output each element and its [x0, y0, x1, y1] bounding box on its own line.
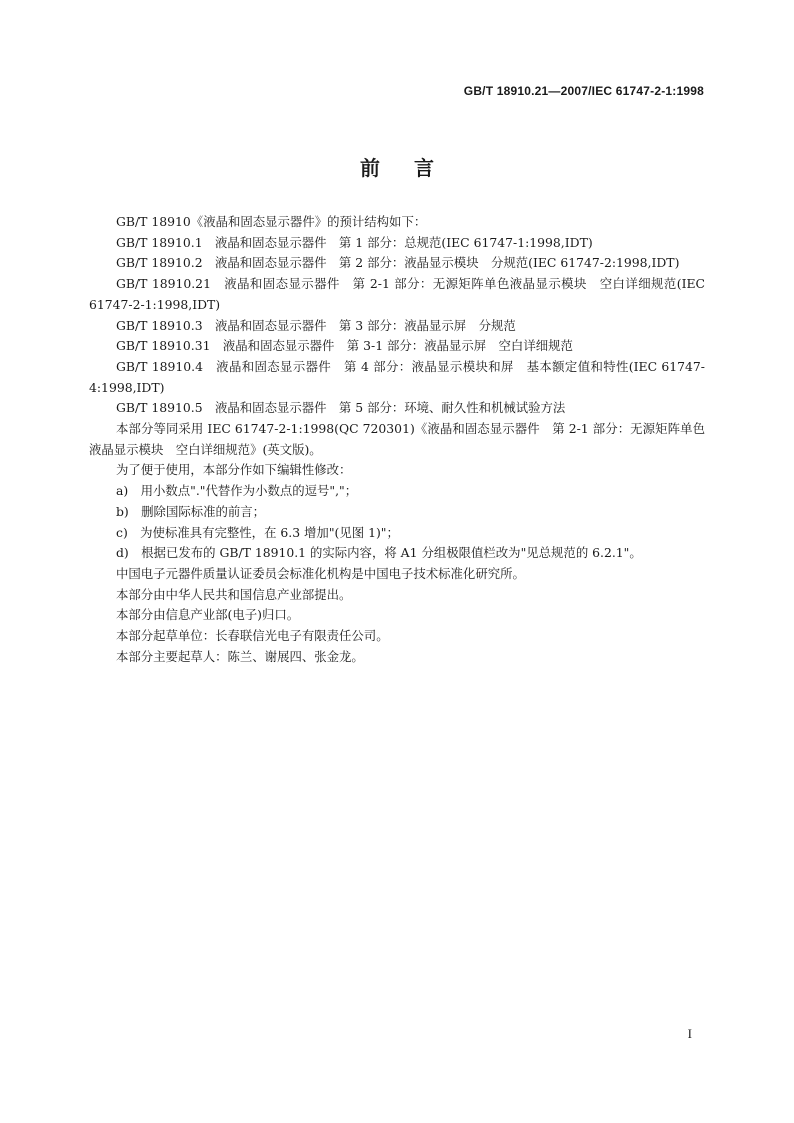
paragraph: GB/T 18910.3 液晶和固态显示器件 第 3 部分：液晶显示屏 分规范 — [116, 317, 516, 333]
paragraph: 本部分起草单位：长春联信光电子有限责任公司。 — [116, 628, 389, 644]
preface-body — [89, 212, 705, 667]
paragraph: 本部分等同采用 IEC 61747-2-1:1998(QC 720301)《液晶和固态显示器件 第 2-1 部分：无源矩阵单色液晶显示模块 空白详细规范》(英文版)。 — [89, 421, 705, 457]
paragraph: GB/T 18910《液晶和固态显示器件》的预计结构如下： — [116, 214, 427, 229]
paragraph: GB/T 18910.1 液晶和固态显示器件 第 1 部分：总规范(IEC 61747-1:1998,IDT) — [116, 234, 593, 250]
page-number: I — [687, 1026, 692, 1041]
list-item: d) 根据已发布的 GB/T 18910.1 的实际内容，将 A1 分组极限值栏改为"见总规范的 6.2.1"。 — [116, 545, 642, 561]
list-item: c) 为使标准具有完整性，在 6.3 增加"(见图 1)"； — [116, 524, 399, 540]
list-item: b) 删除国际标准的前言； — [116, 503, 266, 519]
paragraph: 本部分主要起草人：陈兰、谢展四、张金龙。 — [116, 648, 364, 664]
paragraph: GB/T 18910.2 液晶和固态显示器件 第 2 部分：液晶显示模块 分规范(IEC 61747-2:1998,IDT) — [116, 255, 680, 271]
paragraph: 为了便于使用，本部分作如下编辑性修改： — [116, 462, 352, 478]
paragraph: GB/T 18910.21 液晶和固态显示器件 第 2-1 部分：无源矩阵单色液晶显示模块 空白详细规范(IEC 61747-2-1:1998,IDT) — [89, 276, 705, 312]
paragraph: GB/T 18910.31 液晶和固态显示器件 第 3-1 部分：液晶显示屏 空白详细规范 — [116, 338, 573, 354]
paragraph: GB/T 18910.5 液晶和固态显示器件 第 5 部分：环境、耐久性和机械试验方法 — [116, 400, 566, 416]
list-item: a) 用小数点"."代替作为小数点的逗号","； — [116, 483, 358, 499]
paragraph: 中国电子元器件质量认证委员会标准化机构是中国电子技术标准化研究所。 — [116, 565, 525, 581]
page-title: 前言 — [360, 156, 468, 180]
paragraph: 本部分由信息产业部(电子)归口。 — [116, 607, 300, 623]
paragraph: GB/T 18910.4 液晶和固态显示器件 第 4 部分：液晶显示模块和屏 基本额定值和特性(IEC 61747-4:1998,IDT) — [89, 358, 705, 395]
paragraph: 本部分由中华人民共和国信息产业部提出。 — [116, 586, 352, 602]
standard-code-header: GB/T 18910.21—2007/IEC 61747-2-1:1998 — [463, 84, 704, 98]
